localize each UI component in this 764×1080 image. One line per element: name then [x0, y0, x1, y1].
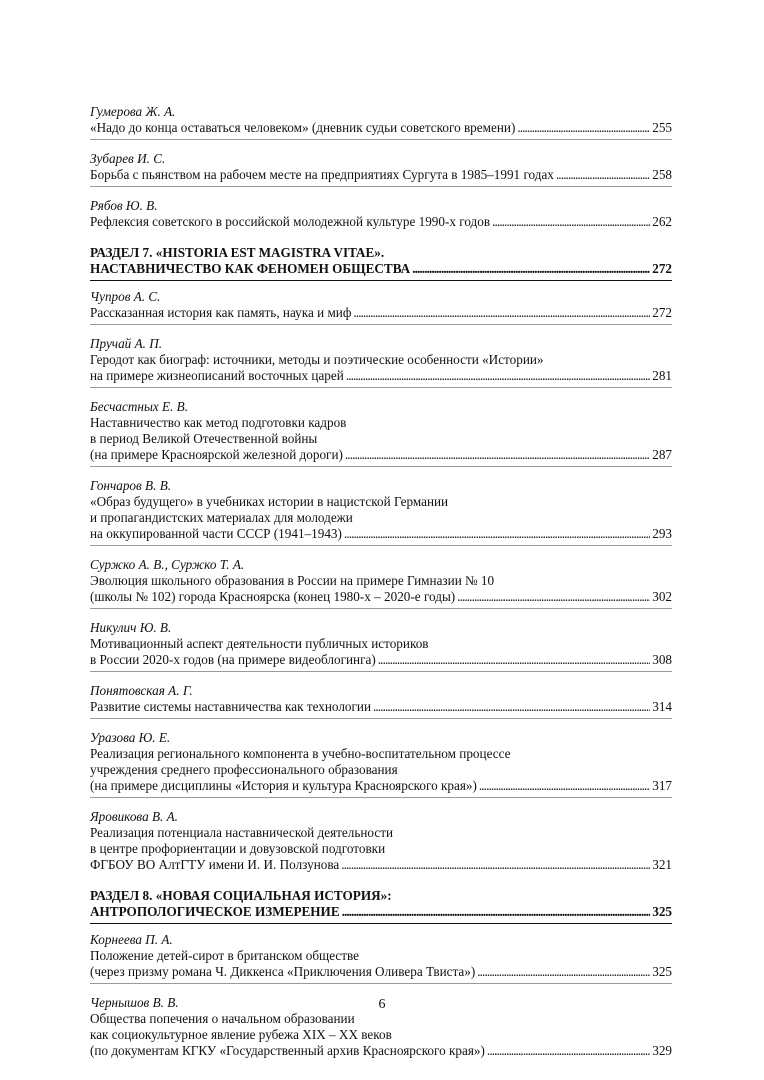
- toc-entry: [90, 336, 672, 388]
- dot-leader: [487, 1043, 650, 1059]
- entry-author: Зубарев И. С.: [90, 151, 166, 166]
- toc-entry: [90, 730, 672, 798]
- entry-title-line: в центре профориентации и довузовской подготовки: [90, 841, 386, 856]
- entry-title-line: Эволюция школьного образования в России на примере Гимназии № 10: [90, 573, 495, 588]
- entry-title-line: в России 2020-х годов (на примере видеоблогинга): [90, 652, 376, 667]
- entry-author: Пручай А. П.: [90, 336, 163, 351]
- entry-author: Корнеева П. А.: [90, 932, 173, 947]
- entry-author: Гончаров В. В.: [90, 478, 172, 493]
- entry-group-section-7: [90, 289, 672, 873]
- entry-title-line: как социокультурное явление рубежа XIX – XX веков: [90, 1027, 392, 1042]
- toc-entry: [90, 104, 672, 140]
- page-ref: 281: [652, 368, 672, 383]
- page-number: 6: [378, 997, 386, 1012]
- page-ref: 258: [652, 167, 672, 182]
- entry-title-line: (через призму романа Ч. Диккенса «Приключения Оливера Твиста»): [90, 964, 476, 979]
- page-ref: 262: [652, 214, 672, 229]
- entry-author: Суржко А. В., Суржко Т. А.: [90, 557, 245, 572]
- table-of-contents: [90, 104, 672, 1070]
- page-ref: 293: [652, 526, 672, 541]
- toc-entry: [90, 620, 672, 672]
- dot-leader: [353, 305, 650, 321]
- page-ref: 272: [652, 261, 672, 276]
- section-heading-8: [90, 888, 672, 924]
- page-ref: 287: [652, 447, 672, 462]
- dot-leader: [477, 964, 650, 980]
- entry-title-line: на примере жизнеописаний восточных царей: [90, 368, 344, 383]
- entry-title-line: Общества попечения о начальном образовании: [90, 1011, 355, 1026]
- toc-entry: [90, 932, 672, 984]
- entry-author: Гумерова Ж. А.: [90, 104, 176, 119]
- toc-entry: [90, 399, 672, 467]
- section-heading-7: [90, 245, 672, 281]
- entry-author: Чернышов В. В.: [90, 995, 179, 1010]
- entry-title-line: (на примере Красноярской железной дороги): [90, 447, 343, 462]
- entry-title-leader: [90, 167, 672, 183]
- entry-title-line: в период Великой Отечественной войны: [90, 431, 318, 446]
- entry-title-leader: [90, 699, 672, 715]
- entry-group-section-8: [90, 932, 672, 1059]
- entry-author: Рябов Ю. В.: [90, 198, 158, 213]
- toc-entry: [90, 289, 672, 325]
- dot-leader: [373, 699, 650, 715]
- entry-title-line: Положение детей-сирот в британском обществе: [90, 948, 360, 963]
- entry-title-line: «Образ будущего» в учебниках истории в нацистской Германии: [90, 494, 449, 509]
- entry-title-line: (на примере дисциплины «История и культура Красноярского края»): [90, 778, 477, 793]
- dot-leader: [346, 368, 650, 384]
- entry-title-leader: [90, 447, 672, 463]
- page-ref: 302: [652, 589, 672, 604]
- dot-leader: [412, 261, 650, 277]
- page-ref: 255: [652, 120, 672, 135]
- toc-entry: [90, 478, 672, 546]
- entry-author: Никулич Ю. В.: [90, 620, 172, 635]
- entry-title-line: (по документам КГКУ «Государственный архив Красноярского края»): [90, 1043, 485, 1058]
- entry-title-leader: [90, 857, 672, 873]
- entry-author: Яровикова В. А.: [90, 809, 178, 824]
- page-ref: 308: [652, 652, 672, 667]
- entry-title-leader: [90, 589, 672, 605]
- dot-leader: [342, 904, 651, 920]
- section-title-line: НАСТАВНИЧЕСТВО КАК ФЕНОМЕН ОБЩЕСТВА: [90, 261, 411, 276]
- toc-entry: [90, 683, 672, 719]
- dot-leader: [341, 857, 650, 873]
- entry-title-line: ФГБОУ ВО АлтГТУ имени И. И. Ползунова: [90, 857, 340, 872]
- entry-title-leader: [90, 778, 672, 794]
- section-title-line: РАЗДЕЛ 8. «НОВАЯ СОЦИАЛЬНАЯ ИСТОРИЯ»:: [90, 888, 392, 903]
- dot-leader: [492, 214, 650, 230]
- dot-leader: [556, 167, 650, 183]
- toc-entry: [90, 198, 672, 230]
- page-ref: 314: [652, 699, 672, 714]
- entry-title-leader: [90, 214, 672, 230]
- dot-leader: [344, 526, 650, 542]
- entry-title-leader: [90, 120, 672, 136]
- entry-title-line: «Надо до конца оставаться человеком» (дневник судьи советского времени): [90, 120, 516, 135]
- entry-title-line: Мотивационный аспект деятельности публичных историков: [90, 636, 429, 651]
- dot-leader: [479, 778, 650, 794]
- page-ref: 329: [652, 1043, 672, 1058]
- dot-leader: [378, 652, 650, 668]
- entry-title-line: на оккупированной части СССР (1941–1943): [90, 526, 342, 541]
- page-ref: 272: [652, 305, 672, 320]
- section-title-leader: [90, 261, 672, 277]
- section-title-leader: [90, 904, 672, 920]
- entry-title-line: Рефлексия советского в российской молодежной культуре 1990-х годов: [90, 214, 491, 229]
- entry-title-line: Реализация регионального компонента в учебно-воспитательном процессе: [90, 746, 511, 761]
- entry-author: Бесчастных Е. В.: [90, 399, 189, 414]
- entry-title-leader: [90, 526, 672, 542]
- entry-author: Чупров А. С.: [90, 289, 161, 304]
- entry-title-line: Реализация потенциала наставнической деятельности: [90, 825, 394, 840]
- entry-title-leader: [90, 368, 672, 384]
- toc-entry: [90, 557, 672, 609]
- section-title-line: РАЗДЕЛ 7. «HISTORIA EST MAGISTRA VITAE».: [90, 245, 385, 260]
- page-ref: 321: [652, 857, 672, 872]
- entry-author: Уразова Ю. Е.: [90, 730, 171, 745]
- entry-title-leader: [90, 652, 672, 668]
- entry-title-line: Развитие системы наставничества как технологии: [90, 699, 372, 714]
- page-ref: 317: [652, 778, 672, 793]
- section-title-line: АНТРОПОЛОГИЧЕСКОЕ ИЗМЕРЕНИЕ: [90, 904, 340, 919]
- dot-leader: [345, 447, 650, 463]
- entry-title-leader: [90, 305, 672, 321]
- page-ref: 325: [652, 904, 672, 919]
- entry-title-line: учреждения среднего профессионального образования: [90, 762, 398, 777]
- entry-title-leader: [90, 1043, 672, 1059]
- entry-title-line: Наставничество как метод подготовки кадров: [90, 415, 347, 430]
- toc-entry: [90, 151, 672, 187]
- entry-title-line: Борьба с пьянством на рабочем месте на предприятиях Сургута в 1985–1991 годах: [90, 167, 554, 182]
- toc-entry: [90, 809, 672, 873]
- entry-title-leader: [90, 964, 672, 980]
- entry-title-line: Рассказанная история как память, наука и миф: [90, 305, 352, 320]
- entry-title-line: Геродот как биограф: источники, методы и поэтические особенности «Истории»: [90, 352, 544, 367]
- entry-author: Понятовская А. Г.: [90, 683, 193, 698]
- entry-title-line: и пропагандистских материалах для молодежи: [90, 510, 353, 525]
- page-ref: 325: [652, 964, 672, 979]
- dot-leader: [517, 120, 650, 136]
- entry-group-top: [90, 104, 672, 230]
- entry-title-line: (школы № 102) города Красноярска (конец 1980-х – 2020-е годы): [90, 589, 456, 604]
- dot-leader: [457, 589, 650, 605]
